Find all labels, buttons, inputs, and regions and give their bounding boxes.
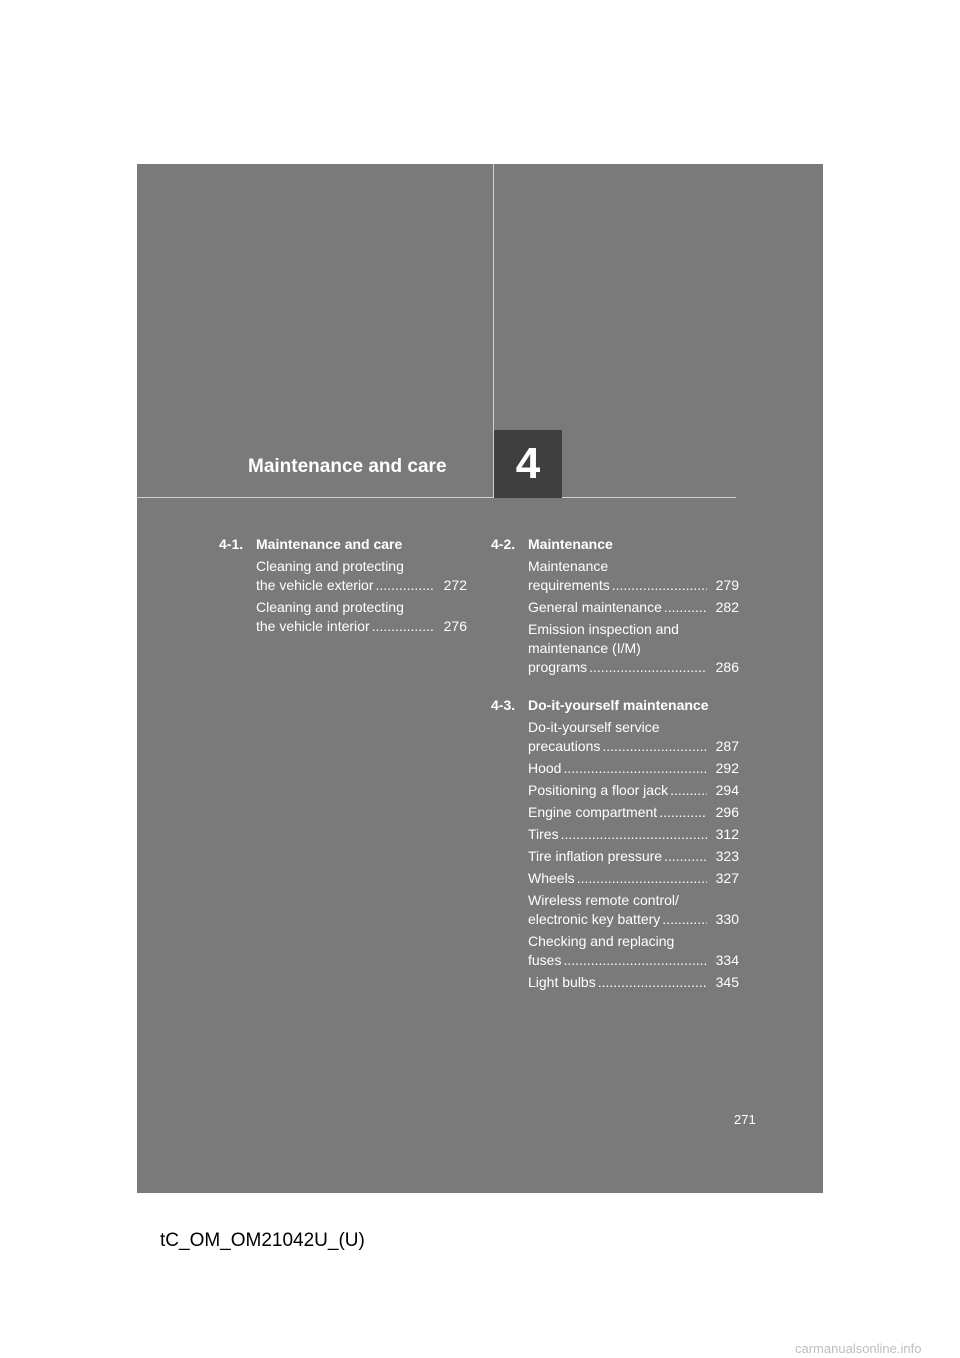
entry-title: Light bulbs ..... [528,973,707,992]
entry-title: Checking and replacing fuses ..... [528,932,707,970]
section-heading[interactable] [491,534,739,554]
toc-entry[interactable] [528,620,739,677]
entry-page: 296 [707,803,739,822]
entry-page: 286 [707,658,739,677]
toc-section [491,534,739,677]
entry-title: Tires ..... [528,825,707,844]
chapter-title: Maintenance and care [248,456,447,477]
section-title: Do-it-yourself maintenance [528,697,709,713]
chapter-panel [137,164,823,1193]
page-number: 271 [734,1112,756,1127]
section-title: Maintenance [528,536,613,552]
toc-entry[interactable] [528,891,739,929]
section-entries [528,718,739,992]
toc-entry[interactable] [528,759,739,778]
entry-page: 334 [707,951,739,970]
toc-entry[interactable] [528,598,739,617]
toc-entry[interactable] [528,803,739,822]
document-code: tC_OM_OM21042U_(U) [160,1230,365,1251]
toc-entry[interactable] [528,973,739,992]
entry-page: 294 [707,781,739,800]
entry-title: Wheels ..... [528,869,707,888]
entry-page: 276 [435,617,467,636]
entry-title: Maintenance requirements ..... [528,557,707,595]
section-number: 4-1. [219,536,244,552]
toc-entry[interactable] [256,557,467,595]
entry-page: 279 [707,576,739,595]
entry-page: 272 [435,576,467,595]
entry-page: 287 [707,737,739,756]
section-heading[interactable] [219,534,467,554]
entry-page: 282 [707,598,739,617]
section-number: 4-3. [491,697,516,713]
watermark: carmanualsonline.info [795,1341,922,1356]
toc-section [219,534,467,636]
entry-title: Cleaning and protecting the vehicle interior ..... [256,598,435,636]
entry-title: Wireless remote control/ electronic key battery ..... [528,891,707,929]
toc-entry[interactable] [528,781,739,800]
toc-entry[interactable] [528,869,739,888]
entry-title: Do-it-yourself service precautions ..... [528,718,707,756]
toc-entry[interactable] [528,825,739,844]
toc-column-right [491,534,739,1010]
entry-title: General maintenance ..... [528,598,707,617]
toc-entry[interactable] [528,932,739,970]
toc-section [491,695,739,992]
entry-title: Emission inspection and maintenance (I/M) programs ..... [528,620,707,677]
entry-title: Hood ..... [528,759,707,778]
section-entries [256,557,467,636]
horizontal-divider [137,497,736,498]
toc-column-left [219,534,467,654]
entry-title: Cleaning and protecting the vehicle exterior ..... [256,557,435,595]
entry-title: Tire inflation pressure ..... [528,847,707,866]
toc-entry[interactable] [528,718,739,756]
chapter-number-badge [494,430,562,498]
toc-entry[interactable] [528,557,739,595]
section-number: 4-2. [491,536,516,552]
entry-page: 327 [707,869,739,888]
entry-title: Engine compartment ..... [528,803,707,822]
section-heading[interactable] [491,695,739,715]
entry-page: 345 [707,973,739,992]
section-title: Maintenance and care [256,536,403,552]
toc-entry[interactable] [256,598,467,636]
entry-page: 323 [707,847,739,866]
entry-title: Positioning a floor jack ..... [528,781,707,800]
section-entries [528,557,739,677]
chapter-number: 4 [515,439,541,488]
entry-page: 330 [707,910,739,929]
entry-page: 312 [707,825,739,844]
toc-entry[interactable] [528,847,739,866]
entry-page: 292 [707,759,739,778]
